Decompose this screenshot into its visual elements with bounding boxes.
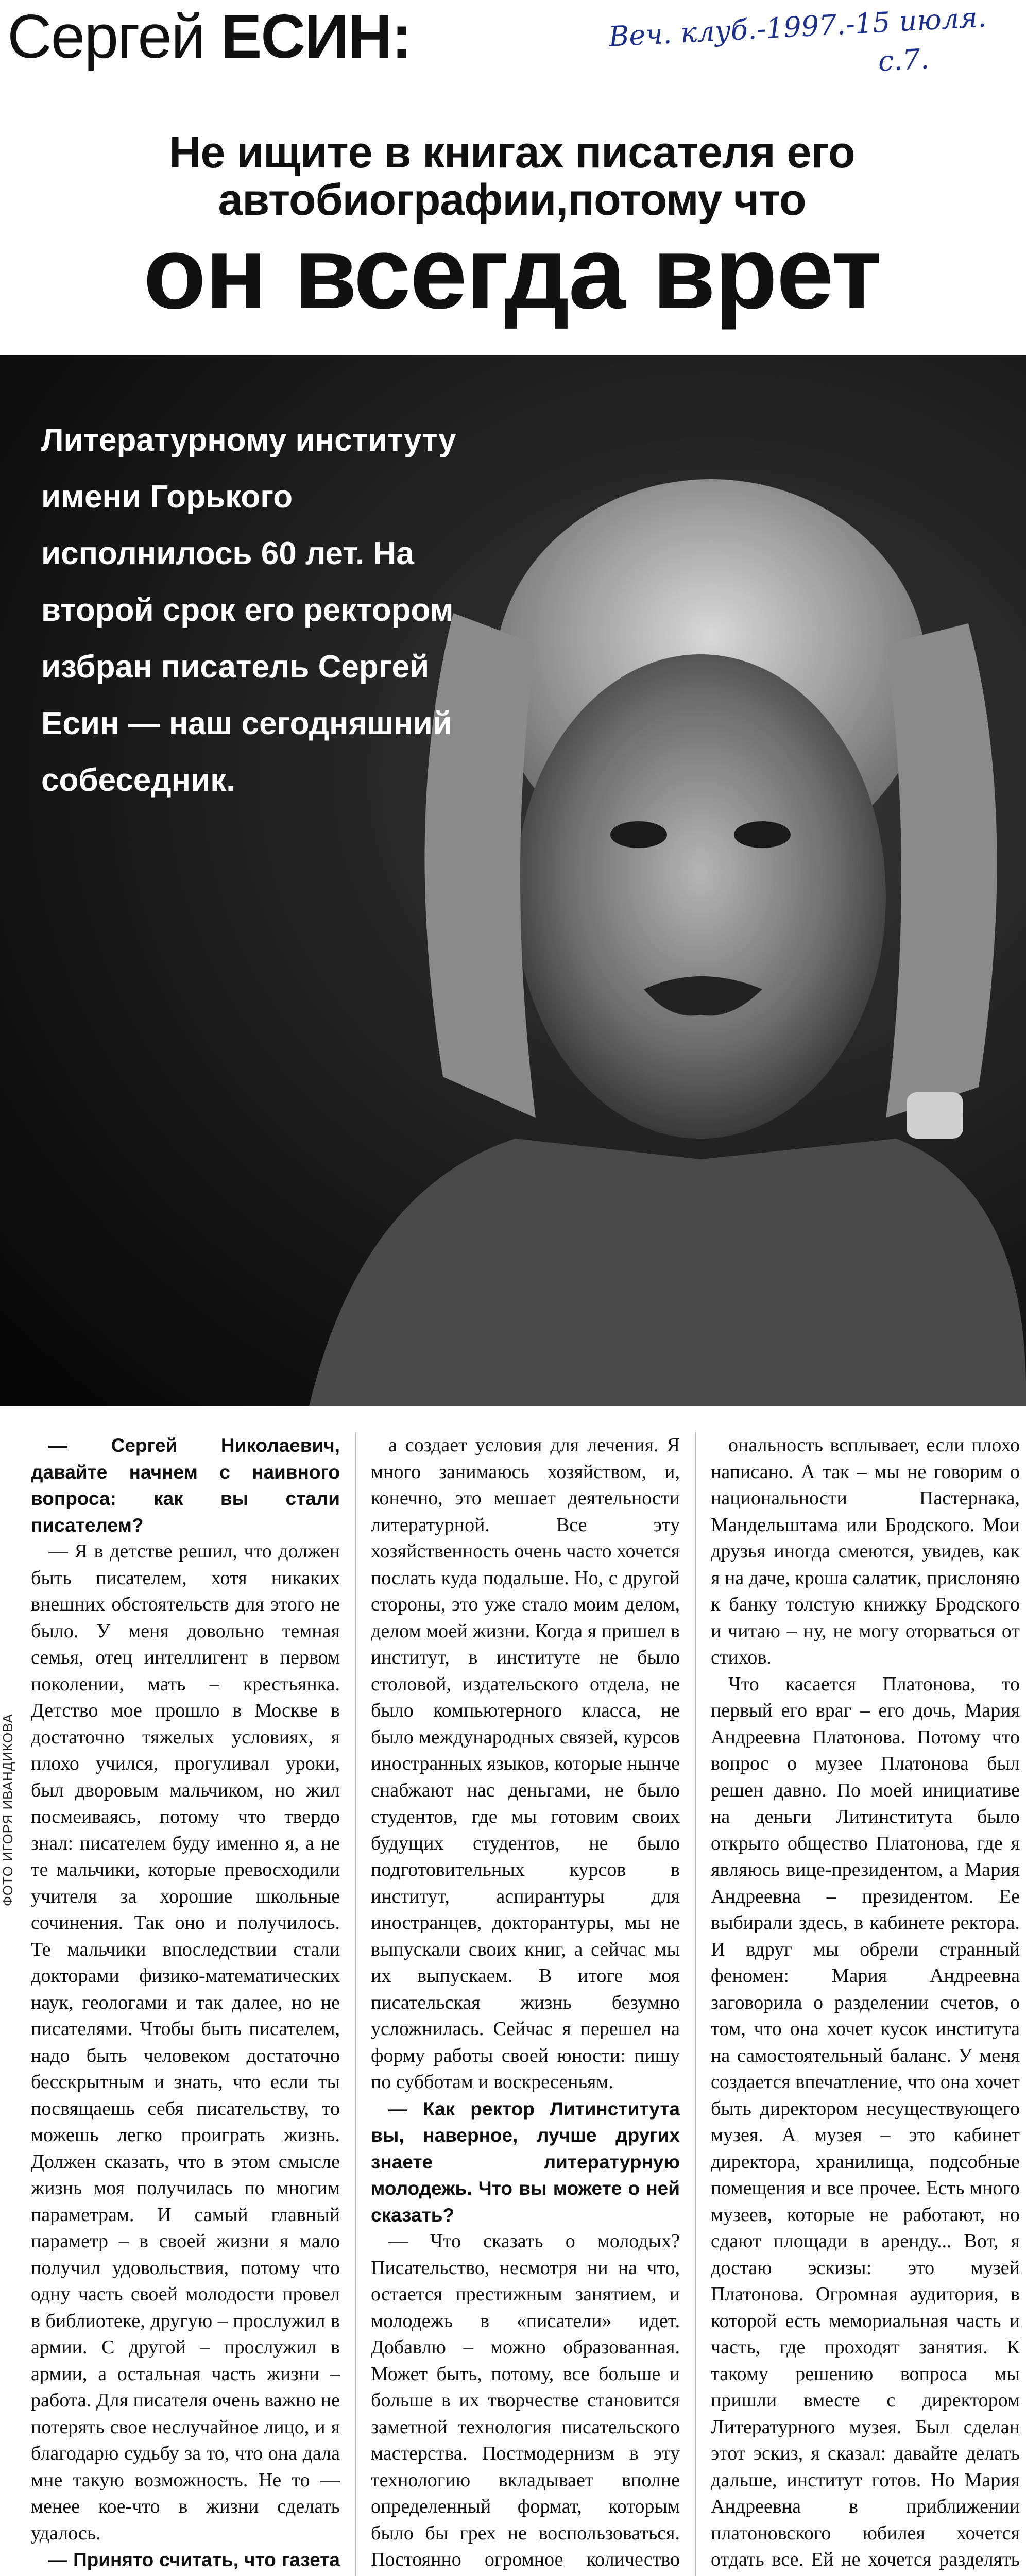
headline-name: [7, 3, 411, 70]
interview-question: — Сергей Николаевич, давайте начнем с наивного вопроса: как вы стали писателем?: [31, 1435, 340, 1536]
headline-last-name: ЕСИН:: [220, 2, 411, 71]
wristwatch: [907, 1092, 963, 1139]
headline-first-name: Сергей: [7, 2, 221, 71]
shirt: [309, 1139, 1026, 1406]
article-header: [0, 0, 1026, 335]
left-eye: [610, 821, 667, 848]
text-column-1: [31, 1432, 340, 2576]
right-eye: [734, 821, 791, 848]
handwritten-line-2: с.7.: [877, 42, 930, 78]
interview-answer: а создает условия для лечения. Я много занимаюсь хозяйством, и, конечно, это мешает деятельности литературной. Все эту хозяйственность очень часто хочется послать куда подальше. Но, с другой стороны, это уже стало моим делом, делом моей жизни. Когда я пришел в институт, в институте не было столовой, издательского отдела, не было компьютерного класса, не было международных связей, курсов иностранных языков, которые нынче снабжают нас деньгами, не было студентов, где мы готовим своих будущих студентов, не было подготовительных курсов в институт, аспирантуры для иностранцев, докторантуры, мы не выпускали своих книг, а сейчас мы их выпускаем. В итоге моя писательская жизнь безумно усложнилась. Сейчас я перешел на форму работы своей юности: пишу по субботам и воскресеньям.: [371, 1434, 680, 2093]
column-divider: [695, 1432, 696, 2576]
headline-big-title: он всегда врет: [143, 215, 881, 330]
photo-credit-text: ФОТО ИГОРЯ ИВАНДИКОВА: [0, 1714, 15, 1906]
interview-answer: — Я в детстве решил, что должен быть писателем, хотя никаких внешних обстоятельств для этого не было. У меня довольно темная семья, отец интеллигент в первом поколении, мать – крестьянка. Детство мое прошло в Москве в достаточно тяжелых условиях, я плохо учился, прогуливал уроки, был дворовым мальчиком, но жил посмеиваясь, потому что твердо знал: писателем буду именно я, а не те мальчики, которые превосходили учителя за хорошие школьные сочинения. Так оно и получилось. Те мальчики впоследствии стали докторами физико-математических наук, геологами и так далее, но не писателями. Чтобы быть писателем, надо быть человеком достаточно бесскрытным и знать, что если ты посвящаешь себя писательству, то можешь легко проиграть жизнь. Должен сказать, что в этом смысле жизнь моя получилась по многим параметрам. И самый главный параметр – в своей жизни я мало получил удовольствия, потому что одну часть своей молодости провел в библиотеке, другую – прослужил в армии. С другой – прослужил в армии, а остальная часть жизни – работа. Для писателя очень важно не потерять свое неслучайное лицо, и я благодарю судьбу за то, что она дала мне такую возможность. Не то — менее кое-что в жизни сделать удалось.: [31, 1540, 340, 2544]
headline-subtitle: Не ищите в книгах писателя его автобиографии,потому что: [169, 128, 855, 225]
face-shape: [515, 654, 886, 1139]
handwritten-annotation: [608, 0, 1023, 92]
column-divider: [355, 1432, 356, 2576]
handwritten-line-1: Веч. клуб.-1997.-15 июля.: [608, 1, 987, 53]
interview-answer: ональность всплывает, если плохо написано. А так – мы не говорим о национальности Пастернака, Мандельштама или Бродского. Мои друзья иногда смеются, увидев, как я на даче, кроша салатик, прислоняю к банку толстую книжку Бродского и читаю – ну, не могу оторваться от стихов.: [711, 1434, 1020, 1668]
portrait-photo: [0, 355, 1026, 1406]
interview-question: — Принято считать, что газета: [48, 2549, 340, 2570]
intro-text: Литературному институту имени Горького исполнилось 60 лет. На второй срок его ректором избран писатель Сергей Есин — наш сегодняшний собеседник.: [41, 422, 456, 798]
photo-credit: [0, 907, 21, 1906]
text-column-2: [371, 1432, 680, 2576]
interview-question: — Как ректор Литинститута вы, наверное, лучше других знаете литературную молодежь. Что вы можете о ней сказать?: [371, 2098, 680, 2226]
right-hand: [886, 623, 997, 1118]
interview-answer: — Что сказать о молодых? Писательство, несмотря ни на что, остается престижным занятием, и молодежь в «писатели» идет. Добавлю – можно образованная. Может быть, потому, все больше и больше в их творчестве становится заметной технология писательского мастерства. Постмодернизм в эту технологию вкладывает вполне определенный формат, которым было бы грех не воспользоваться. Постоянно огромное количество: [371, 2230, 680, 2570]
text-column-3: [711, 1432, 1020, 2576]
article-body: [31, 1432, 1020, 2576]
interview-answer: Что касается Платонова, то первый его враг – его дочь, Мария Андреевна Платонова. Потому что вопрос о музее Платонова был решен давно. По моей инициативе на деньги Литинститута было открыто общество Платонова, где я являюсь вице-президентом, а Мария Андреевна – президентом. Ее выбирали здесь, в кабинете ректора. И вдруг мы обрели странный феномен: Мария Андреевна заговорила о разделении счетов, о том, что она хочет кусок института на самостоятельный баланс. У меня создается впечатление, что она хочет быть директором несуществующего музея. А музея – это кабинет директора, хранилища, подсобные помещения и все прочее. Есть много музеев, которые не работают, но сдают площади в аренду... Вот, я достаю эскизы: это музей Платонова. Огромная аудитория, в которой есть мемориальная часть и часть, где проходят занятия. К такому решению вопроса мы пришли вместе с директором Литературного музея. Был сделан этот эскиз, я сказал: давайте делать дальше, институт готов. Но Мария Андреевна в приближении платоновского юбилея хочется отдать все. Ей не хочется разделять: [711, 1673, 1020, 2570]
